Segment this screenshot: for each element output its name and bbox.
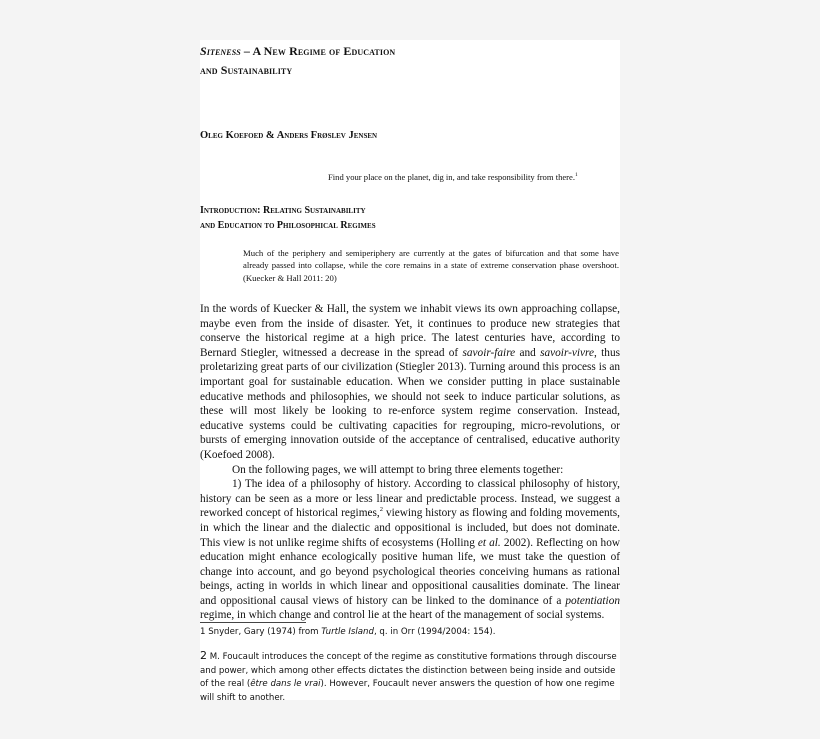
p1-italic-2: savoir-vivre [540, 346, 595, 359]
p1-part-b: and [515, 346, 541, 359]
fn2-part-a: M. Foucault introduces the concept of the regime as constitutive formations through discourse and power, which among other effects dictates the distinction between being inside and outside of the real ( [200, 652, 617, 690]
p1-italic-1: savoir-faire [462, 346, 516, 359]
epigraph-text: Find your place on the planet, dig in, and take responsibility from there. [328, 172, 576, 182]
p1-part-a: In the words of Kuecker & Hall, the system we inhabit views its own approaching collapse, maybe even from the inside of disaster. Yet, it continues to produce new strategies that conserve the historical regime at a high price. The latest centuries have, according to Bernard Stiegler, witnessed a decrease in the spread of [200, 303, 620, 359]
footnote-divider [200, 622, 306, 623]
footnote-2 [200, 649, 620, 705]
fn2-part-b: ). However, Foucault never answers the question of how one regime will shift to another. [200, 679, 615, 703]
block-quote: Much of the periphery and semiperiphery are currently at the gates of bifurcation and that some have already passed into collapse, while the core remains in a state of extreme conservation phase overshoot. (Kuecker & Hall 2011: 20) [243, 248, 619, 283]
p3-part-b: viewing history as flowing and folding movements, in which the linear and the dialectic and oppositional is included, but does not dominate. This view is not unlike regime shifts of ecosystems (Holling [200, 507, 620, 549]
p3-part-d: regime, in which change and control lie at the heart of the management of social systems. [200, 609, 605, 622]
fn1-part-a: 1 Snyder, Gary (1974) from [200, 627, 322, 637]
p3-italic-2: potentiation [565, 594, 620, 607]
title-line2: and Sustainability [200, 63, 293, 77]
fn1-italic: Turtle Island [321, 627, 374, 637]
body-text [200, 302, 620, 623]
epigraph [328, 172, 578, 182]
p3-part-a: 1) The idea of a philosophy of history. According to classical philosophy of history, history can be seen as a more or less linear and predictable process. Instead, we suggest a reworked concept of historical regimes, [200, 478, 620, 520]
paragraph-2: On the following pages, we will attempt to bring three elements together: [232, 463, 564, 476]
fn2-number: 2 [200, 649, 207, 662]
title-italic: Siteness [200, 44, 241, 58]
p3-italic-1: et al. [477, 536, 501, 549]
title-rest: – A New Regime of Education [240, 44, 396, 58]
section-heading [200, 203, 376, 233]
paragraph-3 [200, 477, 620, 623]
footnote-1 [200, 627, 495, 637]
section-heading-line2: and Education to Philosophical Regimes [200, 220, 376, 231]
p1-part-c: , thus proletarizing great parts of our civilization (Stiegler 2013). Turning around this process is an important goal for sustainable education. When we consider putting in place sustainable educative methods and philosophies, we should not seek to induce particular solutions, as these will most likely be looking to re-enforce system regime conservation. Instead, educative systems could be cultivating capacities for regrouping, micro-revolutions, or bursts of emerging innovation outside of the acceptance of centralised, educative authority (Koefoed 2008). [200, 346, 620, 461]
article-title [200, 42, 395, 80]
section-heading-line1: Introduction: Relating Sustainability [200, 205, 366, 216]
paragraph-1 [200, 302, 620, 463]
authors: Oleg Koefoed & Anders Frøslev Jensen [200, 130, 378, 141]
fn2-italic: être dans le vrai [250, 679, 321, 690]
fn1-part-b: , q. in Orr (1994/2004: 154). [373, 627, 496, 637]
p3-part-c: 2002). Reflecting on how education might enhance ecologically positive human life, we must take the question of change into account, and go beyond psychological theories conceiving humans as rational beings, acting in worlds in which linear and oppositional causalities dominate. The linear and oppositional causal views of history can be linked to the dominance of a [200, 536, 621, 607]
epigraph-note-ref: 1 [575, 172, 578, 179]
footnote-ref-2: 2 [379, 506, 383, 514]
